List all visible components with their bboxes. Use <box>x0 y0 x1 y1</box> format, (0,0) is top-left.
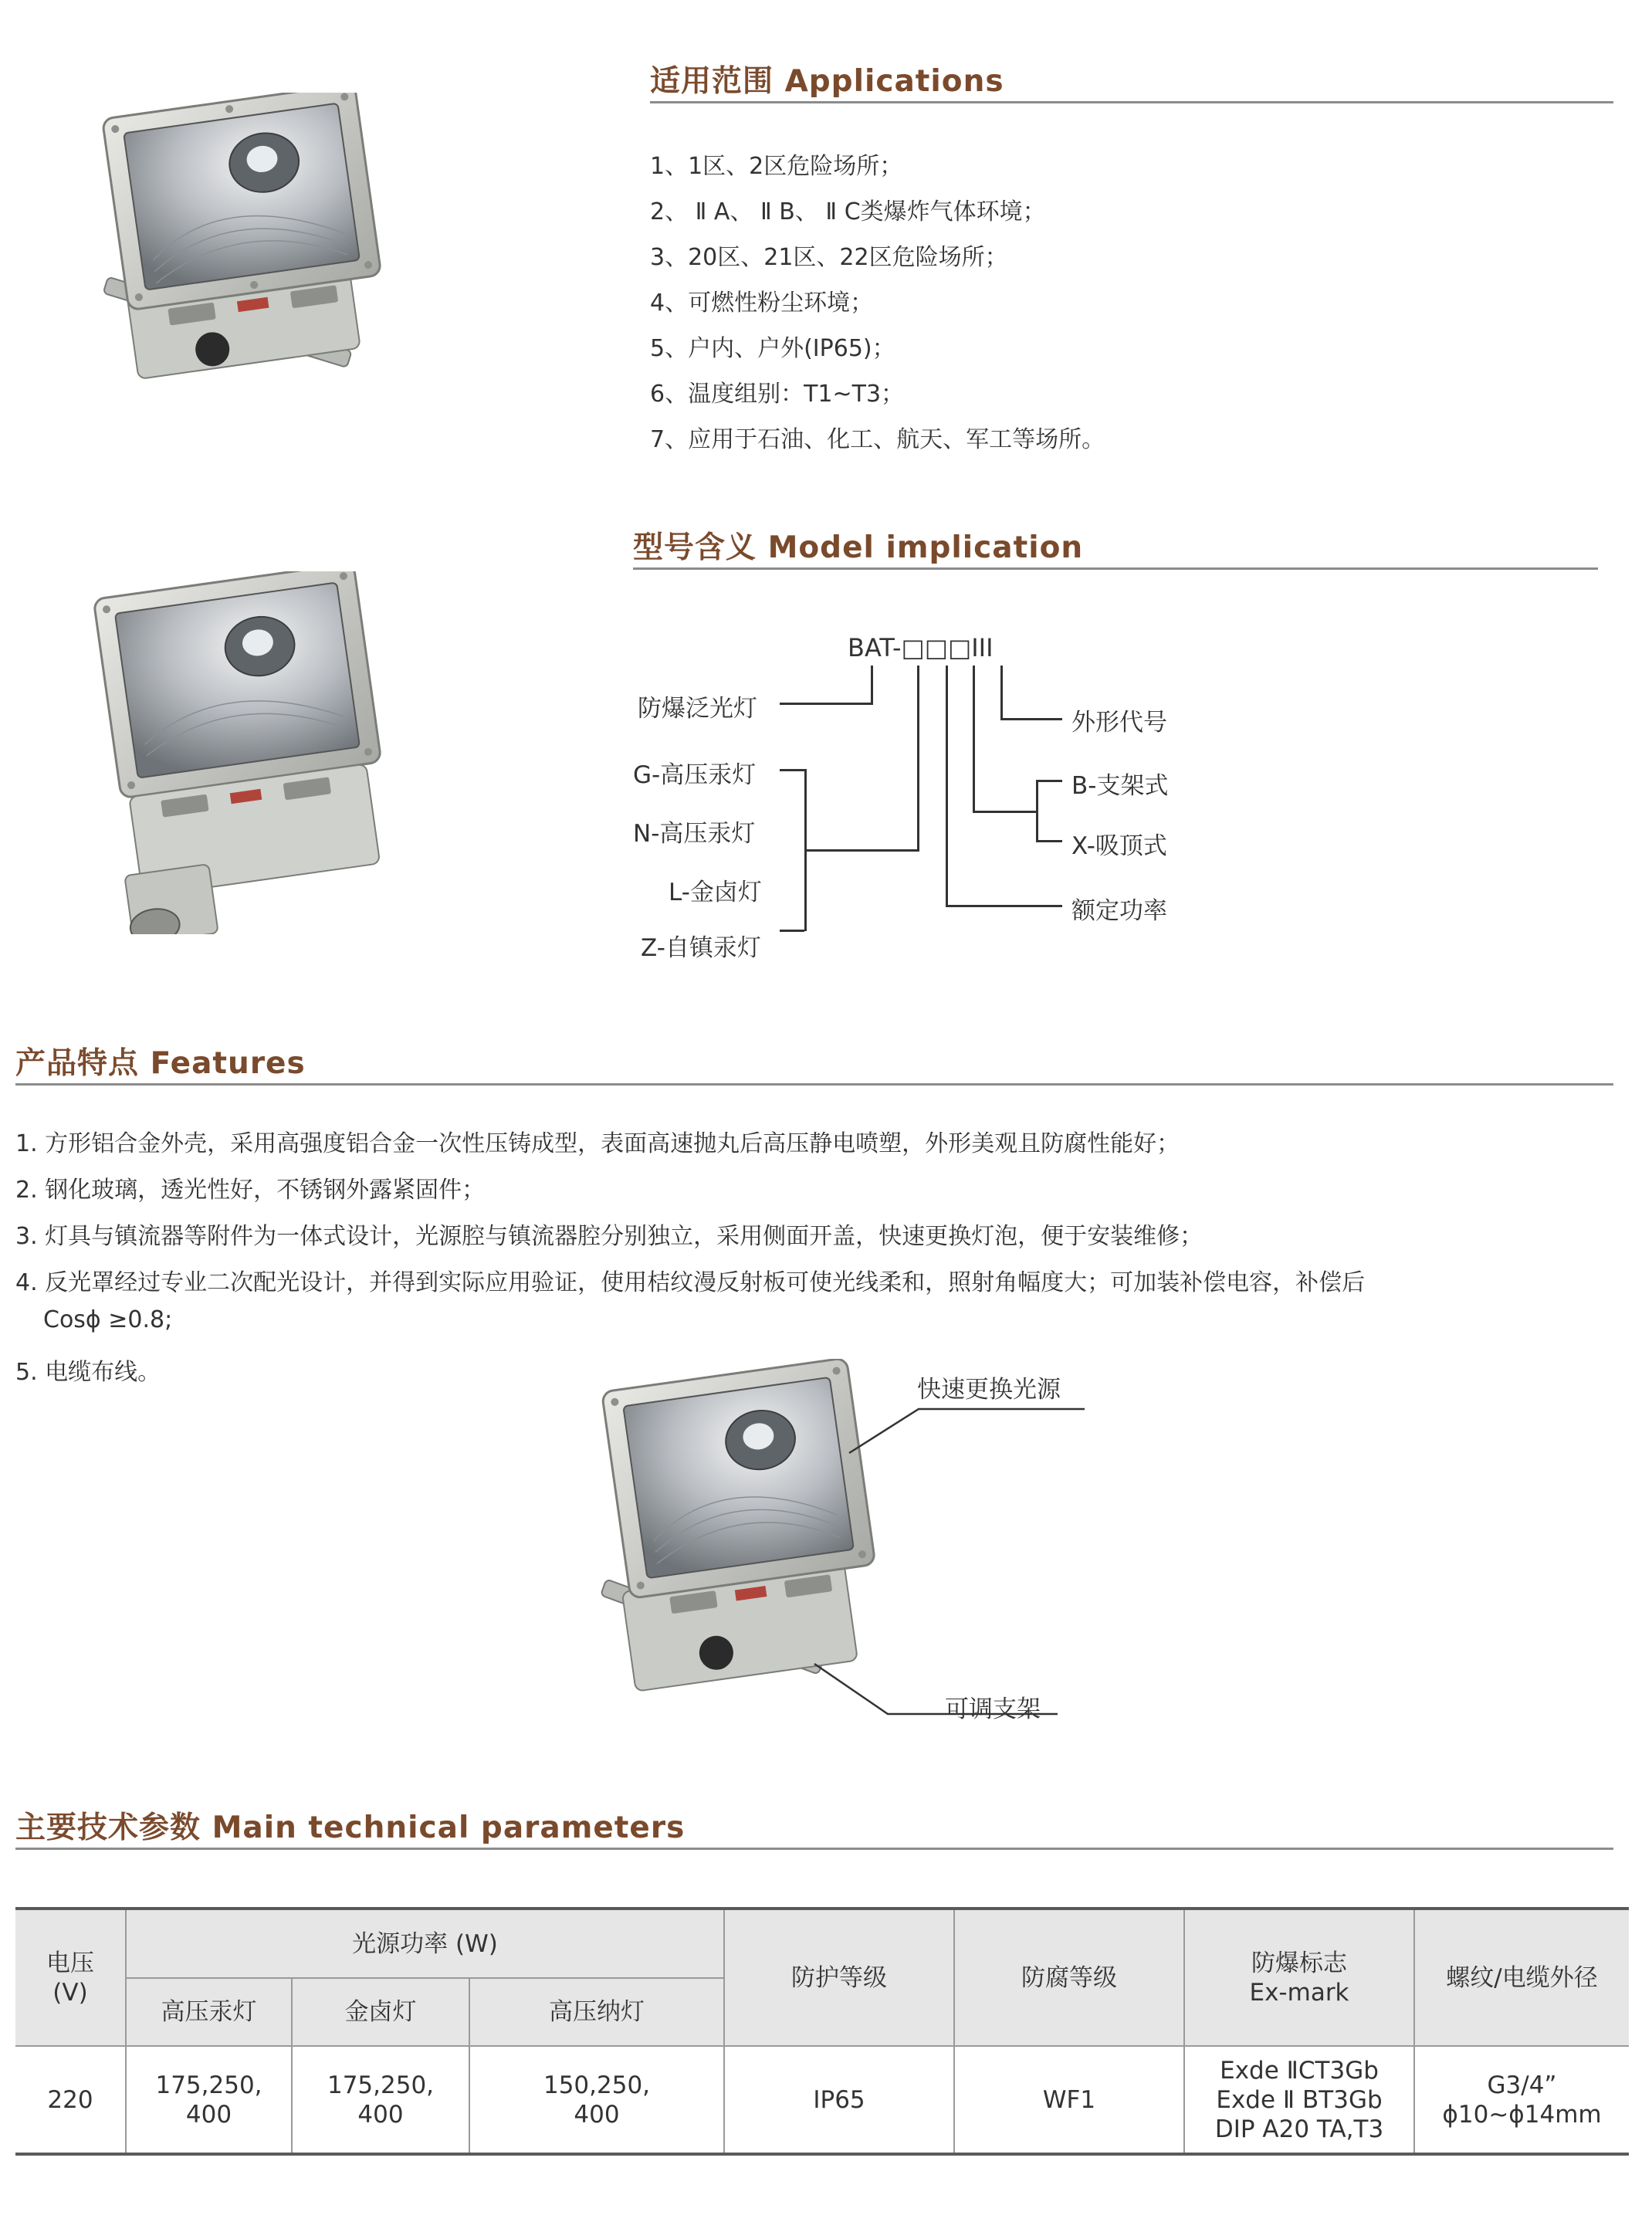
model-title: 型号含义 Model implication <box>633 530 1084 565</box>
parameters-table <box>15 1907 1629 2156</box>
model-label-right: 外形代号 <box>1071 709 1167 737</box>
params-rule <box>15 1848 1613 1850</box>
header-metal-halide: 金卤灯 <box>292 1978 469 2046</box>
floodlight-bracket-image <box>77 93 417 432</box>
header-mercury: 高压汞灯 <box>126 1978 292 2046</box>
feature-item: Cosϕ ≥0.8; <box>43 1306 173 1333</box>
header-voltage: 电压 (V) <box>15 1909 126 2046</box>
model-label-right: B-支架式 <box>1071 772 1169 800</box>
applications-title: 适用范围 Applications <box>650 64 1004 99</box>
model-label-left: L-金卤灯 <box>669 879 762 906</box>
header-protection: 防护等级 <box>724 1909 954 2046</box>
callout-quick-replace: 快速更换光源 <box>917 1376 1061 1404</box>
cell-thread: G3/4” ϕ10~ϕ14mm <box>1414 2046 1629 2154</box>
header-anticorrosion: 防腐等级 <box>954 1909 1184 2046</box>
model-label-left: Z-自镇汞灯 <box>641 934 761 962</box>
features-title: 产品特点 Features <box>15 1046 306 1081</box>
header-thread: 螺纹/电缆外径 <box>1414 1909 1629 2046</box>
callout-adjustable-bracket: 可调支架 <box>945 1695 1041 1723</box>
feature-item: 3. 灯具与镇流器等附件为一体式设计，光源腔与镇流器腔分别独立，采用侧面开盖，快速更换灯泡，便于安装维修； <box>15 1223 1203 1250</box>
applications-rule <box>650 101 1613 103</box>
model-label-right: X-吸顶式 <box>1071 832 1167 860</box>
application-item: 5、户内、户外(IP65)； <box>650 335 895 362</box>
feature-item: 4. 反光罩经过专业二次配光设计，并得到实际应用验证，使用桔纹漫反射板可使光线柔和，照射角幅度大；可加装补偿电容，补偿后 <box>15 1269 1366 1296</box>
application-item: 4、可燃性粉尘环境； <box>650 290 874 317</box>
application-item: 6、温度组别：T1~T3； <box>650 381 905 408</box>
features-rule <box>15 1083 1613 1086</box>
floodlight-ceiling-image <box>85 571 417 934</box>
cell-voltage: 220 <box>15 2046 126 2154</box>
cell-metal-halide: 175,250, 400 <box>292 2046 469 2154</box>
cell-exmark: Exde ⅡCT3Gb Exde Ⅱ BT3Gb DIP A20 TA,T3 <box>1184 2046 1414 2154</box>
application-item: 2、 Ⅱ A、 Ⅱ B、 Ⅱ C类爆炸气体环境； <box>650 198 1046 225</box>
model-label-left: N-高压汞灯 <box>633 820 756 848</box>
cell-sodium: 150,250, 400 <box>469 2046 724 2154</box>
application-item: 1、1区、2区危险场所； <box>650 153 903 180</box>
header-exmark: 防爆标志 Ex-mark <box>1184 1909 1414 2046</box>
model-label-right: 额定功率 <box>1071 897 1167 925</box>
header-power: 光源功率 (W) <box>126 1909 724 1978</box>
feature-item: 2. 钢化玻璃，透光性好，不锈钢外露紧固件； <box>15 1177 486 1204</box>
feature-item: 1. 方形铝合金外壳，采用高强度铝合金一次性压铸成型，表面高速抛丸后高压静电喷塑，外形美观且防腐性能好； <box>15 1130 1180 1157</box>
application-item: 7、应用于石油、化工、航天、军工等场所。 <box>650 426 1105 453</box>
application-item: 3、20区、21区、22区危险场所； <box>650 244 1008 271</box>
model-rule <box>633 567 1598 570</box>
cell-mercury: 175,250, 400 <box>126 2046 292 2154</box>
params-title: 主要技术参数 Main technical parameters <box>15 1811 686 1845</box>
cell-anticorrosion: WF1 <box>954 2046 1184 2154</box>
model-code: BAT-□□□III <box>848 633 994 662</box>
header-sodium: 高压纳灯 <box>469 1978 724 2046</box>
model-label-left: 防爆泛光灯 <box>638 695 757 723</box>
feature-item: 5. 电缆布线。 <box>15 1359 161 1386</box>
cell-protection: IP65 <box>724 2046 954 2154</box>
model-label-left: G-高压汞灯 <box>633 761 757 789</box>
